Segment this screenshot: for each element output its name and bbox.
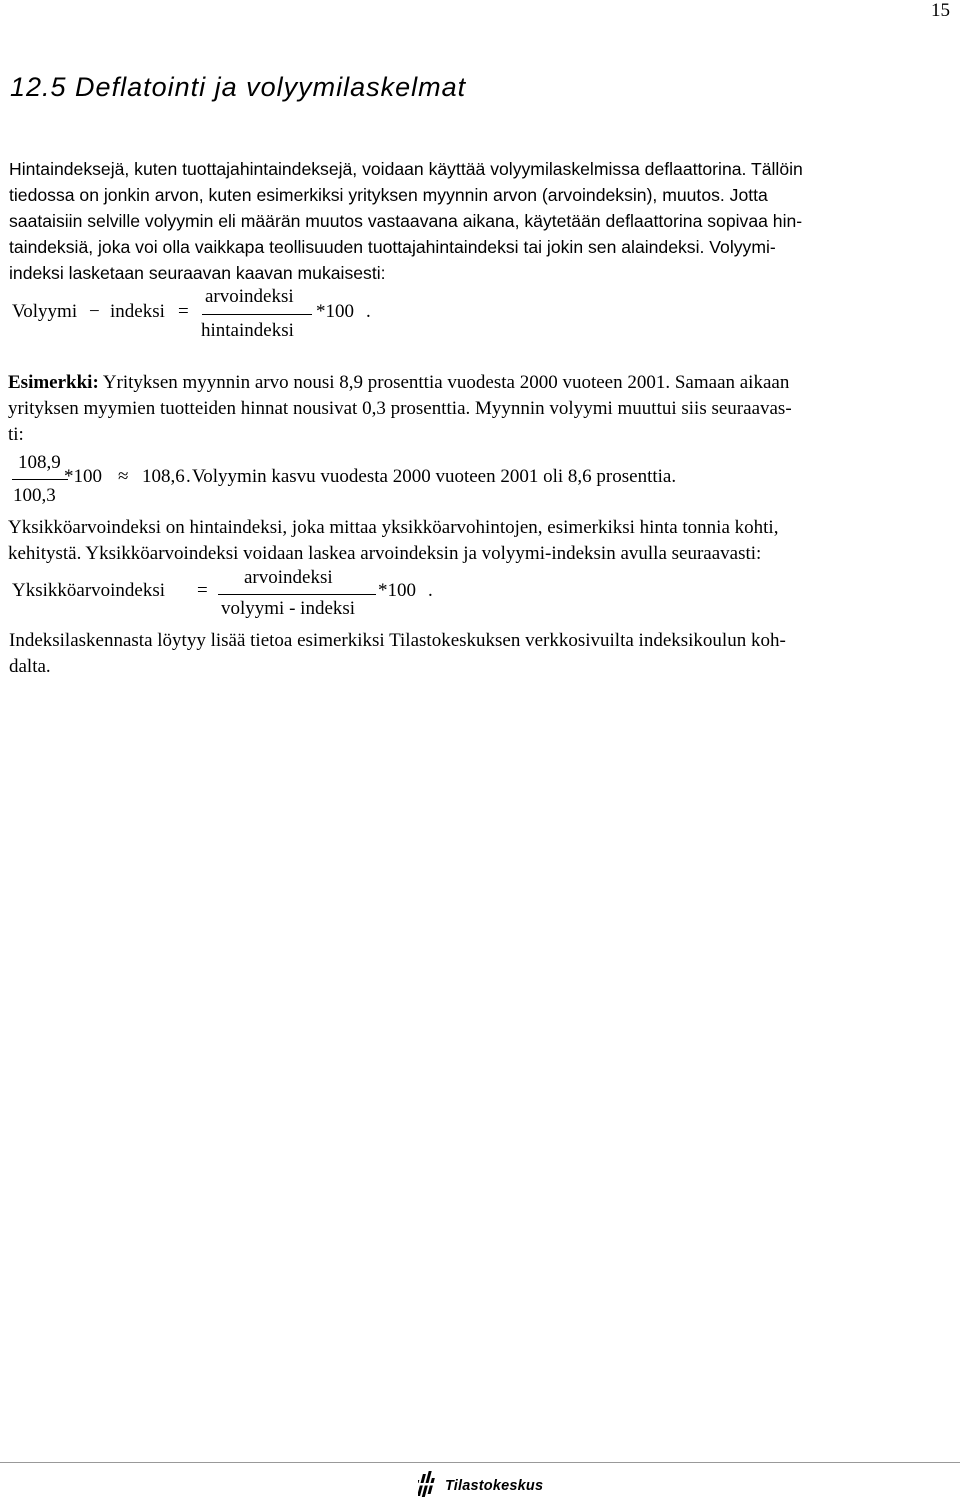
intro-line-5: indeksi lasketaan seuraavan kaavan mukaisesti: bbox=[9, 263, 386, 283]
formula2-result: 108,6 bbox=[142, 466, 185, 487]
more-info-line-2: dalta. bbox=[9, 656, 51, 677]
formula1-lhs2: indeksi bbox=[110, 301, 165, 322]
intro-line-3: saataisiin selville volyymin eli määrän muutos vastaavana aikana, käytetään deflaattorina sopivaa hin- bbox=[9, 211, 803, 231]
formula2-denominator: 100,3 bbox=[13, 485, 56, 506]
formula1-numerator: arvoindeksi bbox=[205, 286, 294, 307]
intro-line-2: tiedossa on jonkin arvon, kuten esimerkiksi yrityksen myynnin arvon (arvoindeksin), muutos. Jotta bbox=[9, 185, 768, 205]
footer-logo bbox=[418, 1471, 543, 1501]
formula2-sentence: Volyymin kasvu vuodesta 2000 vuoteen 2001 oli 8,6 prosenttia. bbox=[192, 466, 677, 487]
unit-value-paragraph bbox=[8, 515, 953, 567]
intro-paragraph bbox=[9, 156, 954, 286]
tilastokeskus-logo-icon bbox=[418, 1470, 440, 1503]
formula3-multiplier: *100 bbox=[378, 580, 416, 601]
formula2-end: . bbox=[186, 466, 191, 487]
formula3-fraction-bar bbox=[218, 594, 376, 595]
example-line-1: Yrityksen myynnin arvo nousi 8,9 prosenttia vuodesta 2000 vuoteen 2001. Samaan aikaan bbox=[98, 372, 790, 393]
formula1-lhs: Volyymi bbox=[12, 301, 78, 322]
intro-line-4: taindeksiä, joka voi olla vaikkapa teollisuuden tuottajahintaindeksi tai jokin sen alaindeksi. Volyymi- bbox=[9, 237, 776, 257]
formula3-numerator: arvoindeksi bbox=[244, 567, 333, 588]
formula1-fraction-bar bbox=[202, 314, 312, 315]
unit-value-line-1: Yksikköarvoindeksi on hintaindeksi, joka mittaa yksikköarvohintojen, esimerkiksi hinta tonnia kohti, bbox=[8, 517, 779, 538]
more-info-line-1: Indeksilaskennasta löytyy lisää tietoa esimerkiksi Tilastokeskuksen verkkosivuilta indeksikoulun koh- bbox=[9, 630, 786, 651]
example-label: Esimerkki: bbox=[8, 372, 99, 393]
example-line-2: yrityksen myymien tuotteiden hinnat nousivat 0,3 prosenttia. Myynnin volyymi muuttui siis seuraavas- bbox=[8, 398, 792, 419]
formula3-end: . bbox=[428, 580, 433, 601]
formula2-numerator: 108,9 bbox=[18, 452, 61, 473]
formula1-denominator: hintaindeksi bbox=[201, 320, 294, 341]
formula2-fraction-bar bbox=[12, 479, 68, 480]
formula2-approx: ≈ bbox=[118, 466, 129, 487]
intro-line-1: Hintaindeksejä, kuten tuottajahintaindeksejä, voidaan käyttää volyymilaskelmissa deflaattorina. Tällöin bbox=[9, 159, 803, 179]
section-heading: 12.5 Deflatointi ja volyymilaskelmat bbox=[10, 72, 467, 102]
page-number: 15 bbox=[931, 0, 950, 21]
formula1-end: . bbox=[366, 301, 371, 322]
more-info-paragraph bbox=[9, 628, 954, 680]
example-paragraph bbox=[8, 370, 953, 448]
formula1-minus: − bbox=[89, 301, 100, 322]
formula2-multiplier: *100 bbox=[64, 466, 102, 487]
formula3-lhs: Yksikköarvoindeksi bbox=[12, 580, 166, 601]
formula1-multiplier: *100 bbox=[316, 301, 354, 322]
formula1-equals: = bbox=[178, 301, 189, 322]
footer-divider bbox=[0, 1462, 960, 1463]
formula3-equals: = bbox=[197, 580, 208, 601]
example-line-3: ti: bbox=[8, 424, 24, 445]
tilastokeskus-logo-text: Tilastokeskus bbox=[445, 1478, 544, 1494]
formula3-denominator: volyymi - indeksi bbox=[221, 598, 356, 619]
unit-value-line-2: kehitystä. Yksikköarvoindeksi voidaan laskea arvoindeksin ja volyymi-indeksin avulla seuraavasti: bbox=[8, 543, 762, 564]
